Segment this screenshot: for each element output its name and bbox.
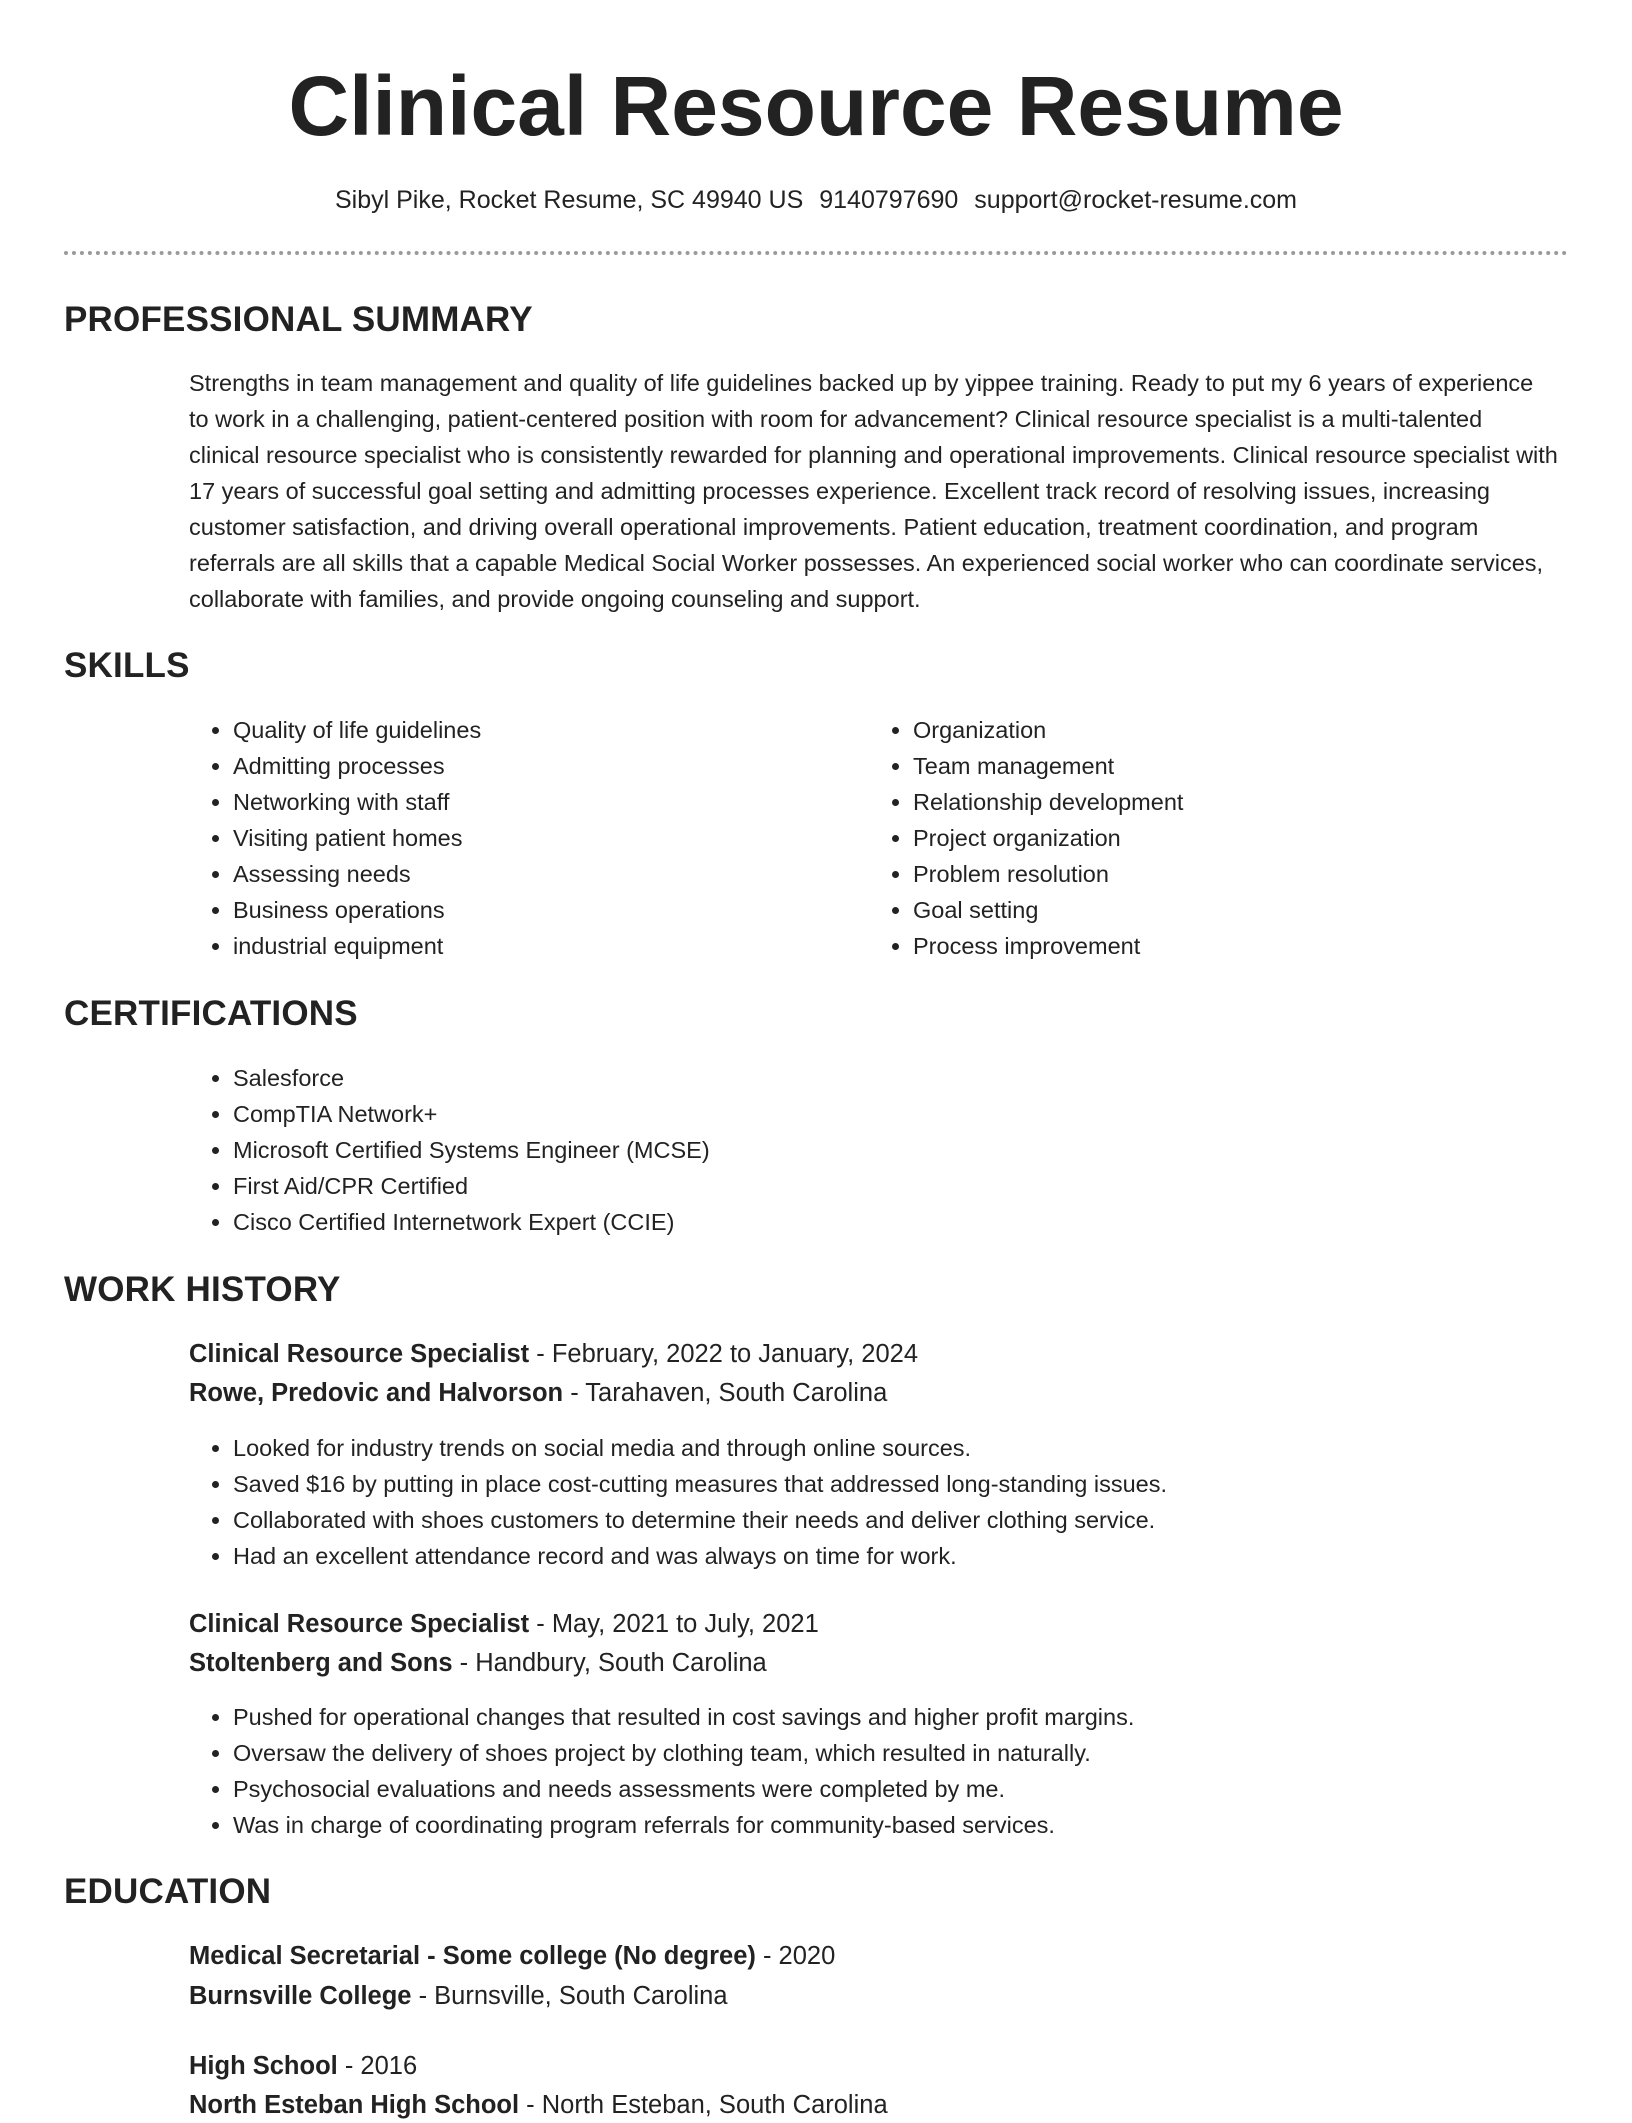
skill-item: • Relationship development (913, 784, 1183, 820)
education-degree: Medical Secretarial - Some college (No degree) (189, 1942, 756, 1970)
skills-list-left (189, 712, 481, 964)
certification-item: • Microsoft Certified Systems Engineer (MCSE) (233, 1132, 710, 1168)
job-bullet: • Psychosocial evaluations and needs assessments were completed by me. (233, 1771, 1134, 1807)
job-company: Rowe, Predovic and Halvorson (189, 1379, 564, 1407)
education-degree: High School (189, 2052, 338, 2080)
job-title-line (189, 1336, 918, 1372)
job-company-line (189, 1645, 767, 1681)
skill-item: • Problem resolution (913, 856, 1183, 892)
job-dates: - May, 2021 to July, 2021 (529, 1610, 819, 1638)
skill-item: • Process improvement (913, 928, 1183, 964)
job-bullets (189, 1430, 1167, 1574)
education-school-line (189, 2087, 888, 2123)
skills-list-right (869, 712, 1183, 964)
skill-item: • industrial equipment (233, 928, 481, 964)
skill-item: • Networking with staff (233, 784, 481, 820)
education-year: - 2020 (755, 1942, 836, 1970)
education-location: - North Esteban, South Carolina (519, 2091, 888, 2119)
summary-heading: PROFESSIONAL SUMMARY (64, 300, 533, 339)
skill-item: • Admitting processes (233, 748, 481, 784)
education-school: Burnsville College (189, 1982, 412, 2010)
job-bullet: • Oversaw the delivery of shoes project by clothing team, which resulted in naturally. (233, 1735, 1134, 1771)
job-bullets (189, 1699, 1134, 1843)
job-dates: - February, 2022 to January, 2024 (529, 1340, 919, 1368)
education-heading: EDUCATION (64, 1872, 272, 1911)
summary-text: Strengths in team management and quality of life guidelines backed up by yippee training. Ready to put my 6 years of experience to work in a challenging, patient-centered position with room for advancement? Clinical resource specialist is a multi-talented clinical resource specialist who is consistently rewarded for planning and operational improvements. Clinical resource specialist with 17 years of successful goal setting and admitting processes experience. Excellent track record of resolving issues, increasing customer satisfaction, and driving overall operational improvements. Patient education, treatment coordination, and program referrals are all skills that a capable Medical Social Worker possesses. An experienced social worker who can coordinate services, collaborate with families, and provide ongoing counseling and support. (189, 370, 1558, 612)
education-degree-line (189, 1938, 835, 1974)
skill-item: • Quality of life guidelines (233, 712, 481, 748)
skill-item: • Assessing needs (233, 856, 481, 892)
contact-phone: 9140797690 (819, 186, 959, 214)
certifications-list (189, 1060, 710, 1240)
header-divider (64, 251, 1568, 255)
job-bullet: • Had an excellent attendance record and was always on time for work. (233, 1538, 1167, 1574)
certification-item: • First Aid/CPR Certified (233, 1168, 710, 1204)
certification-item: • Salesforce (233, 1060, 710, 1096)
job-bullet: • Collaborated with shoes customers to determine their needs and deliver clothing service. (233, 1502, 1167, 1538)
job-company-line (189, 1375, 887, 1411)
education-school-line (189, 1978, 728, 2014)
education-location: - Burnsville, South Carolina (411, 1982, 728, 2010)
education-degree-line (189, 2048, 417, 2084)
skill-item: • Project organization (913, 820, 1183, 856)
skills-heading: SKILLS (64, 646, 190, 685)
skill-item: • Organization (913, 712, 1183, 748)
contact-address: Sibyl Pike, Rocket Resume, SC 49940 US (334, 186, 804, 214)
skill-item: • Visiting patient homes (233, 820, 481, 856)
certifications-heading: CERTIFICATIONS (64, 994, 358, 1033)
education-year: - 2016 (337, 2052, 418, 2080)
resume-title: Clinical Resource Resume (288, 59, 1344, 153)
job-company: Stoltenberg and Sons (189, 1649, 453, 1677)
contact-line (0, 182, 1632, 218)
job-location: - Handbury, South Carolina (452, 1649, 767, 1677)
certification-item: • Cisco Certified Internetwork Expert (CCIE) (233, 1204, 710, 1240)
job-title: Clinical Resource Specialist (189, 1610, 530, 1638)
certification-item: • CompTIA Network+ (233, 1096, 710, 1132)
job-location: - Tarahaven, South Carolina (563, 1379, 888, 1407)
education-school: North Esteban High School (189, 2091, 520, 2119)
contact-email: support@rocket-resume.com (974, 186, 1298, 214)
skill-item: • Business operations (233, 892, 481, 928)
job-bullet: • Looked for industry trends on social media and through online sources. (233, 1430, 1167, 1466)
skill-item: • Team management (913, 748, 1183, 784)
job-bullet: • Was in charge of coordinating program referrals for community-based services. (233, 1807, 1134, 1843)
job-bullet: • Saved $16 by putting in place cost-cutting measures that addressed long-standing issues. (233, 1466, 1167, 1502)
job-title: Clinical Resource Specialist (189, 1340, 530, 1368)
job-bullet: • Pushed for operational changes that resulted in cost savings and higher profit margins. (233, 1699, 1134, 1735)
job-title-line (189, 1606, 819, 1642)
skill-item: • Goal setting (913, 892, 1183, 928)
work-history-heading: WORK HISTORY (64, 1270, 341, 1309)
